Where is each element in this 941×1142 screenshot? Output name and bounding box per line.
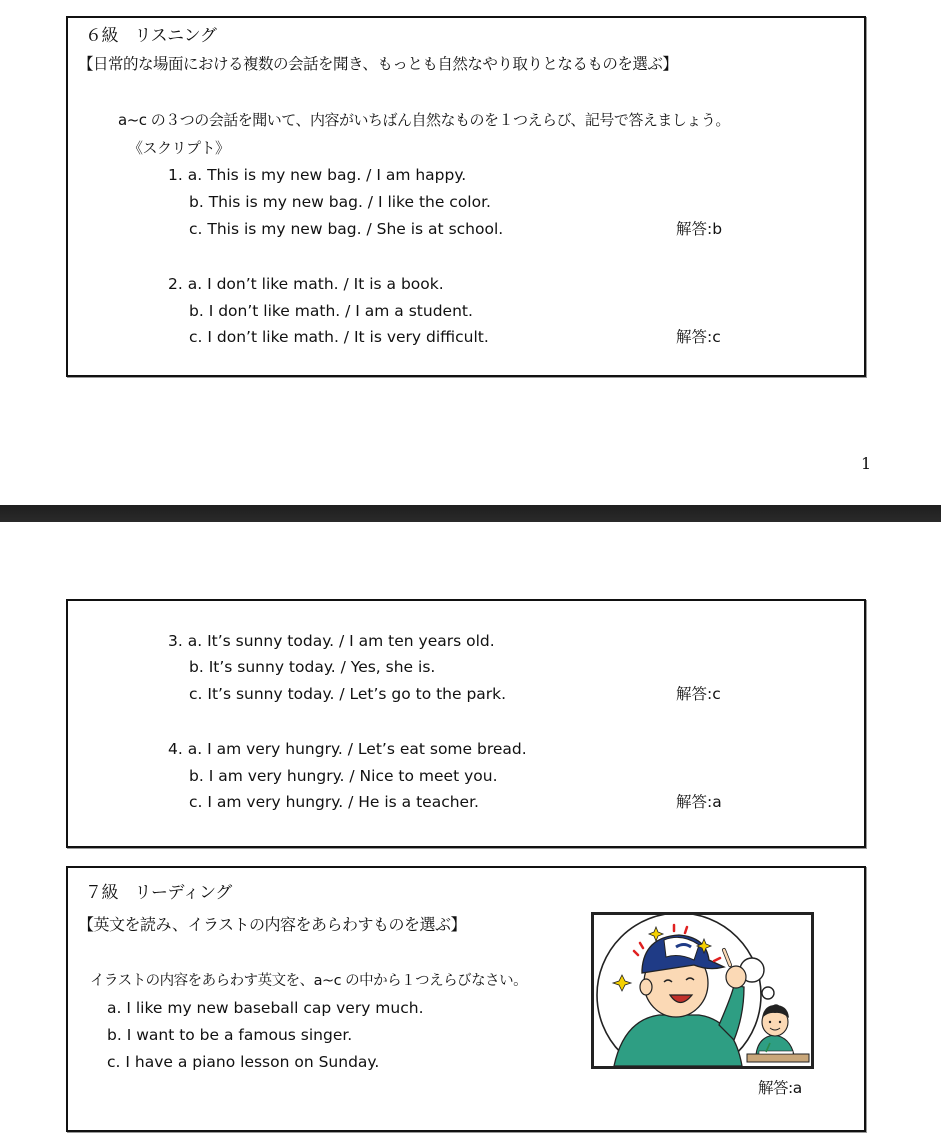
- page-2: [0, 522, 941, 1142]
- section-heading: ６級 リスニング: [85, 26, 217, 46]
- section-heading: ７級 リーディング: [85, 883, 232, 903]
- question-4-answer: 解答:a: [676, 793, 722, 811]
- question-4-option-a: 4. a. I am very hungry. / Let’s eat some bread.: [168, 740, 527, 758]
- reading-section-box: [66, 866, 866, 1132]
- reading-answer: 解答:a: [758, 1079, 802, 1097]
- question-1-answer: 解答:b: [676, 220, 723, 238]
- page-1: [0, 0, 941, 505]
- question-3-option-c: c. It’s sunny today. / Let’s go to the park.: [189, 685, 507, 703]
- option-a: a. I like my new baseball cap very much.: [107, 999, 424, 1017]
- question-3-answer: 解答:c: [676, 685, 721, 703]
- section-subheading: 【英文を読み、イラストの内容をあらわすものを選ぶ】: [78, 915, 466, 934]
- instruction-text: イラストの内容をあらわす英文を、a~c の中から１つえらびなさい。: [90, 973, 528, 989]
- option-c: c. I have a piano lesson on Sunday.: [107, 1053, 380, 1071]
- option-b: b. I want to be a famous singer.: [107, 1026, 353, 1044]
- page-separator: [0, 505, 941, 522]
- page-number: 1: [861, 454, 872, 473]
- section-subheading: 【日常的な場面における複数の会話を聞き、もっとも自然なやり取りとなるものを選ぶ】: [78, 55, 678, 73]
- question-4-option-c: c. I am very hungry. / He is a teacher.: [189, 793, 479, 811]
- boy-dreaming-of-baseball-cap-illustration: [594, 915, 811, 1066]
- question-3-option-a: 3. a. It’s sunny today. / I am ten years old.: [168, 632, 495, 650]
- question-2-option-b: b. I don’t like math. / I am a student.: [189, 302, 473, 320]
- question-4-option-b: b. I am very hungry. / Nice to meet you.: [189, 767, 498, 785]
- question-1-option-c: c. This is my new bag. / She is at school.: [189, 220, 504, 238]
- question-2-option-a: 2. a. I don’t like math. / It is a book.: [168, 275, 444, 293]
- illustration-frame: [591, 912, 814, 1069]
- listening-continued-box: [66, 599, 866, 848]
- question-2-answer: 解答:c: [676, 328, 721, 346]
- instruction-text: a~c の３つの会話を聞いて、内容がいちばん自然なものを１つえらび、記号で答えましょう。: [118, 111, 730, 129]
- question-2-option-c: c. I don’t like math. / It is very difficult.: [189, 328, 489, 346]
- script-label: 《スクリプト》: [128, 139, 230, 157]
- question-3-option-b: b. It’s sunny today. / Yes, she is.: [189, 658, 436, 676]
- question-1-option-b: b. This is my new bag. / I like the color.: [189, 193, 491, 211]
- question-1-option-a: 1. a. This is my new bag. / I am happy.: [168, 166, 467, 184]
- listening-section-box: [66, 16, 866, 377]
